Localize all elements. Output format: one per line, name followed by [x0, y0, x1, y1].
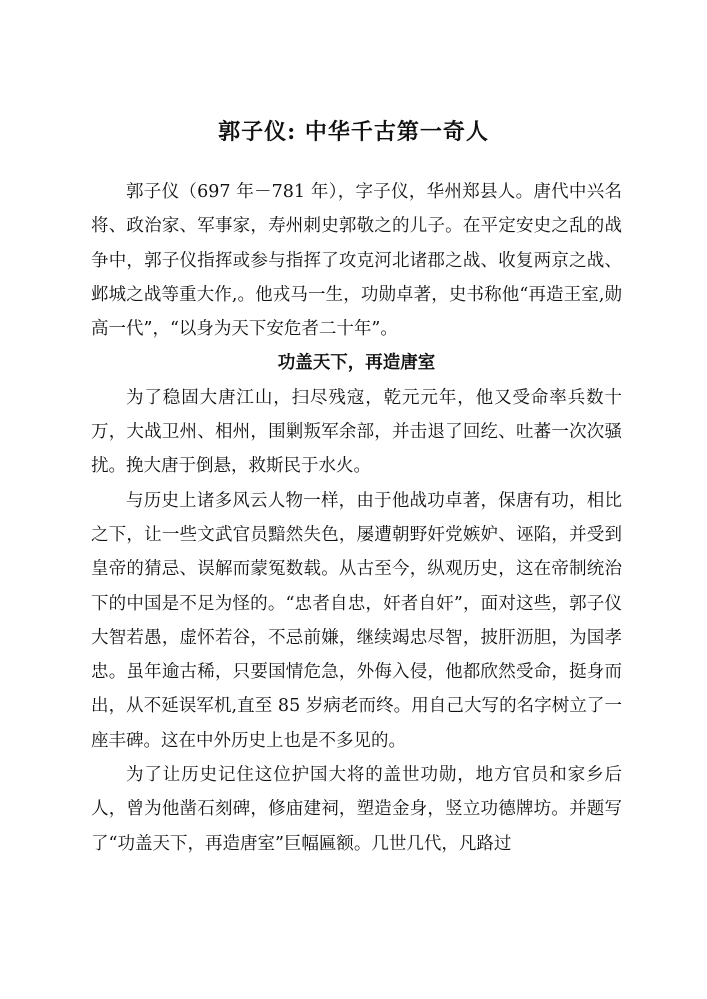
document-body [91, 175, 622, 861]
intro-paragraph: 郭子仪（697 年－781 年），字子仪，华州郑县人。唐代中兴名将、政治家、军事家，寿州刺史郭敬之的儿子。在平定安史之乱的战争中，郭子仪指挥或参与指挥了攻克河北诸郡之战、收复两京之战、邺城之战等重大作,。他戎马一生，功勋卓著，史书称他“再造王室,勋高一代”，“以身为天下安危者二十年”。 [91, 182, 622, 340]
body-paragraph-3: 为了让历史记住这位护国大将的盖世功勋，地方官员和家乡后人，曾为他凿石刻碑，修庙建祠，塑造金身，竖立功德牌坊。并题写了“功盖天下，再造唐室”巨幅匾额。几世几代，凡路过 [91, 765, 622, 854]
page-title: 郭子仪: 中华千古第一奇人 [218, 119, 489, 145]
body-paragraph-1: 为了稳固大唐江山，扫尽残寇，乾元元年，他又受命率兵数十万，大战卫州、相州，围剿叛军余部，并击退了回纥、吐蕃一次次骚扰。挽大唐于倒悬，救斯民于水火。 [91, 387, 622, 477]
body-paragraph-2: 与历史上诸多风云人物一样，由于他战功卓著，保唐有功，相比之下，让一些文武官员黯然失色，屡遭朝野奸党嫉妒、诬陷，并受到皇帝的猜忌、误解而蒙冤数载。从古至今，纵观历史，这在帝制统治下的中国是不足为怪的。“忠者自忠，奸者自奸”，面对这些，郭子仪大智若愚，虚怀若谷，不忌前嫌，继续竭忠尽智，披肝沥胆，为国孝忠。虽年逾古稀，只要国情危急，外侮入侵，他都欣然受命，挺身而出，从不延误军机,直至 85 岁病老而终。用自己大写的名字树立了一座丰碑。这在中外历史上也是不多见的。 [91, 490, 622, 751]
section-heading: 功盖天下，再造唐室 [277, 353, 436, 374]
